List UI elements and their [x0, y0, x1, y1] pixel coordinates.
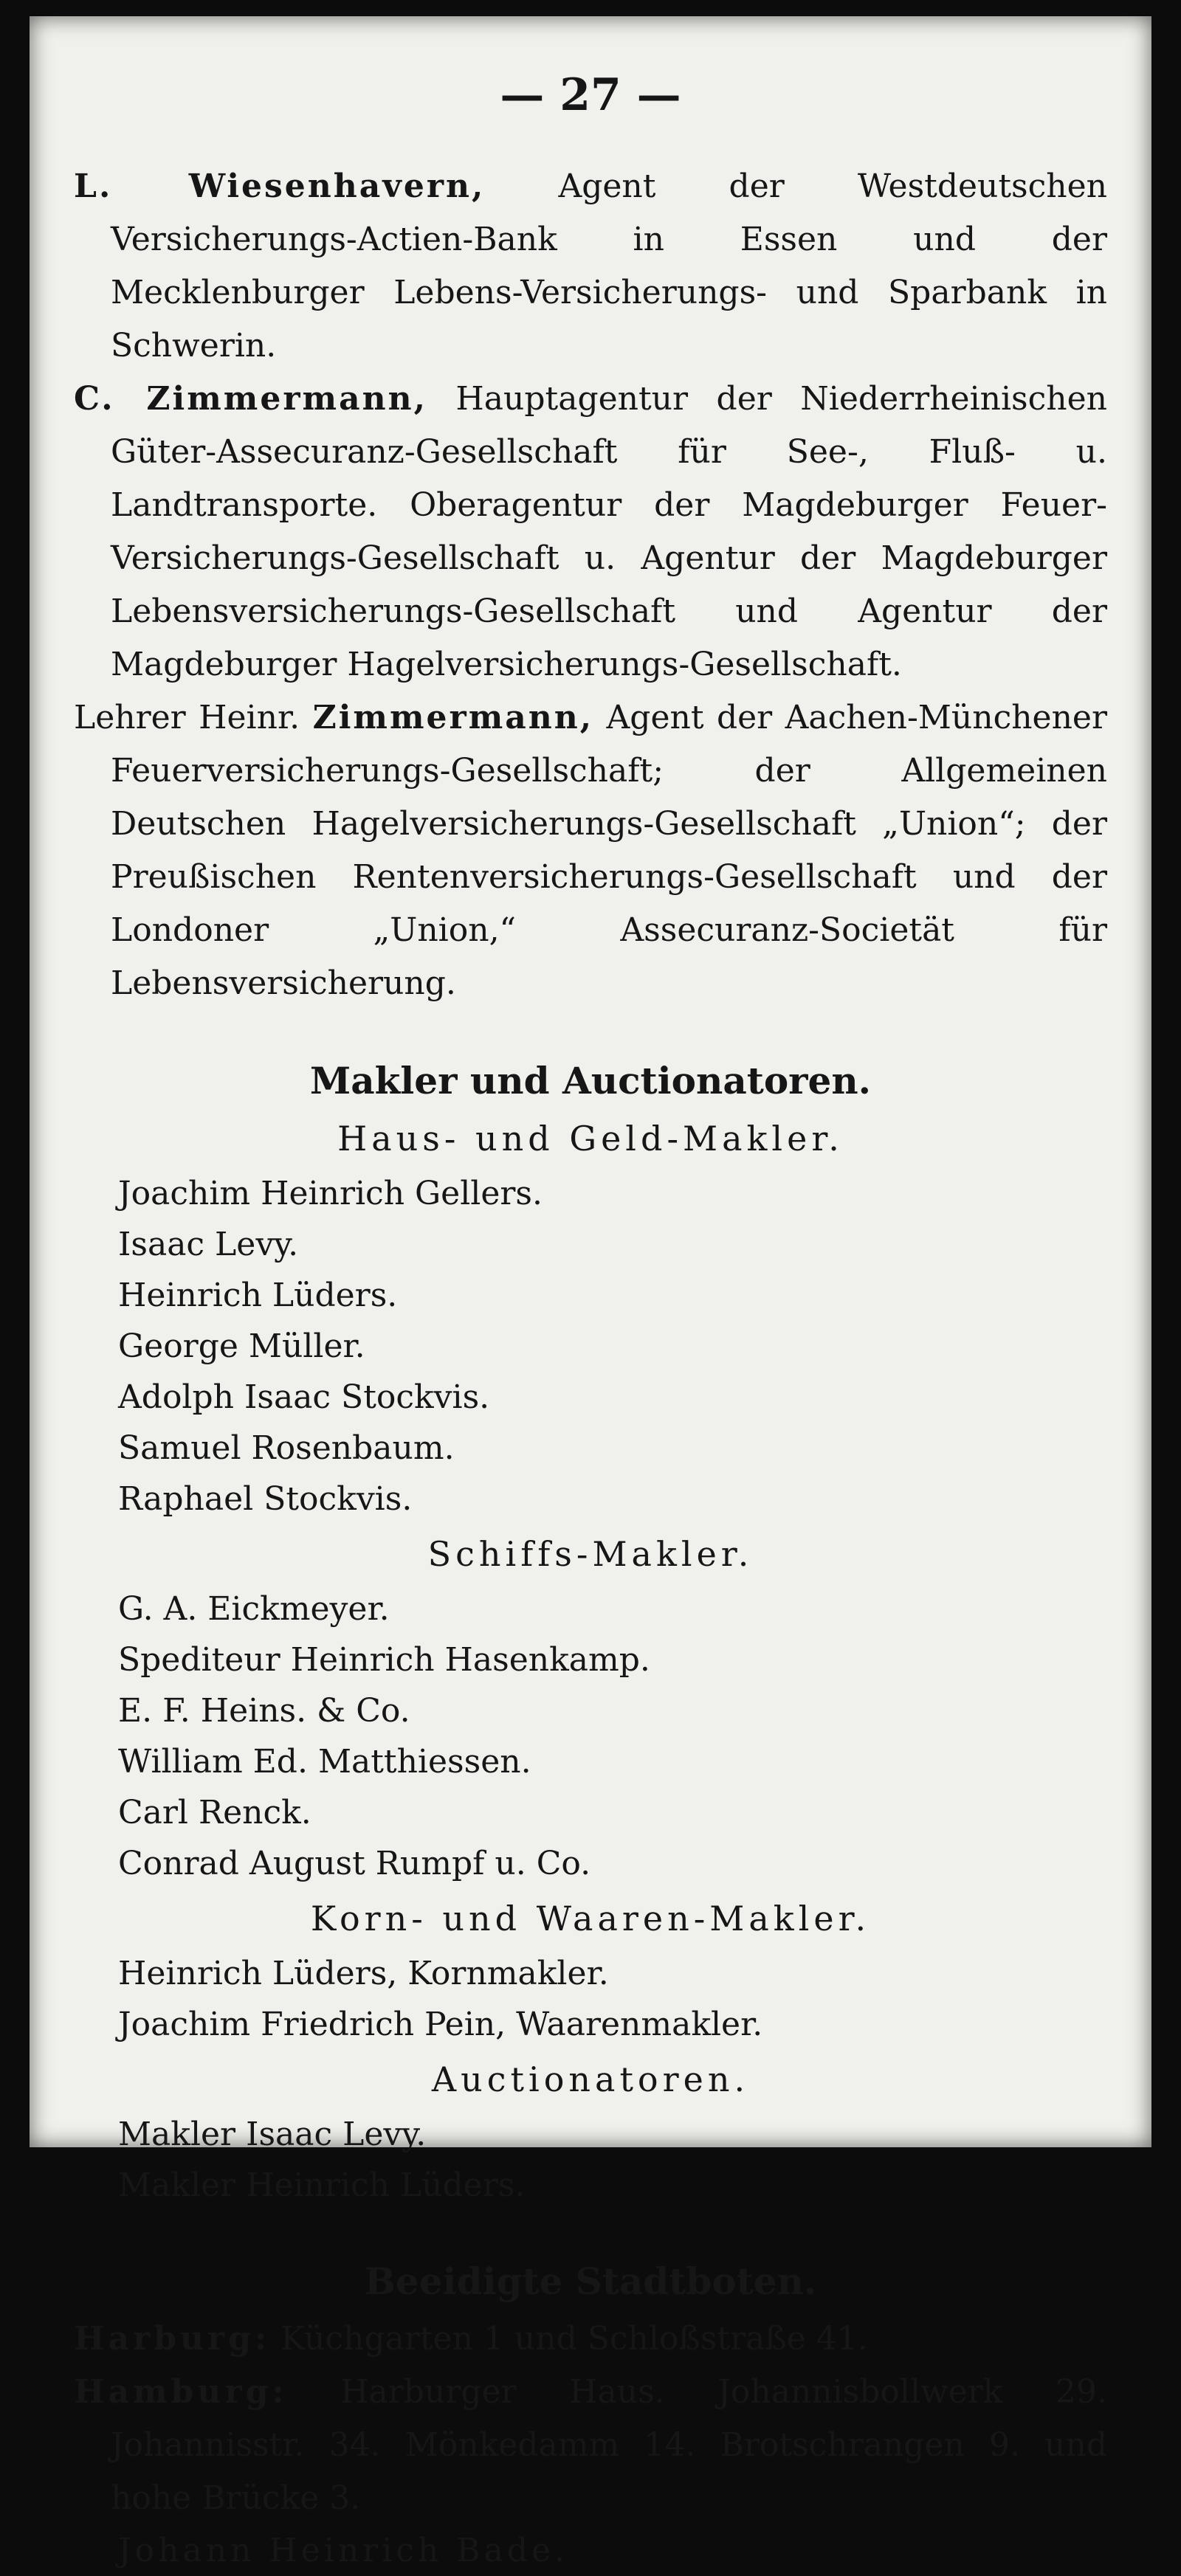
list-item: Joachim Friedrich Pein, Waarenmakler.	[118, 2006, 763, 2043]
list-item: William Ed. Matthiessen.	[118, 1743, 531, 1781]
group-title-korn-waaren: Korn- und Waaren-Makler.	[310, 1899, 871, 1938]
page-content	[74, 160, 1107, 2576]
list-item: G. A. Eickmeyer.	[118, 1590, 390, 1628]
list-item: Samuel Rosenbaum.	[118, 1429, 455, 1467]
list-item: Joachim Heinrich Gellers.	[118, 1175, 543, 1212]
agent-text: Agent der Westdeutschen Versicherungs-Actien-Bank in Essen und der Mecklenburger Lebens-Versicherungs- und Sparbank in Schwerin.	[111, 168, 1107, 365]
page-number: — 27 —	[500, 69, 681, 121]
group-title-haus-geld: Haus- und Geld-Makler.	[337, 1119, 844, 1158]
agent-name: L. Wiesenhavern,	[74, 168, 486, 205]
location-entry	[74, 2366, 1107, 2525]
agent-prefix: Lehrer Heinr.	[74, 699, 300, 736]
agent-entry	[74, 160, 1107, 373]
group-title-auctionatoren: Auctionatoren.	[431, 2059, 750, 2099]
stadtboten-heading: Beeidigte Stadtboten.	[364, 2259, 817, 2303]
agent-entry	[74, 691, 1107, 1010]
list-item: Conrad August Rumpf u. Co.	[118, 1845, 591, 1882]
list-item: Raphael Stockvis.	[118, 1480, 413, 1518]
list-item: Makler Isaac Levy.	[118, 2116, 427, 2153]
list-item: Carl Renck.	[118, 1794, 311, 1831]
list-item: Isaac Levy.	[118, 1226, 299, 1263]
group-title-schiffs: Schiffs-Makler.	[427, 1534, 754, 1574]
agent-text: Agent der Aachen-Münchener Feuerversicherungs-Gesellschaft; der Allgemeinen Deutschen Hagelversicherungs-Gesellschaft „Union“; der Preußischen Rentenversicherungs-Gesellschaft und der Londoner „Union,“ Assecuranz-Societät für Lebensversicherung.	[111, 699, 1107, 1002]
agent-name: C. Zimmermann,	[74, 380, 427, 418]
list-item: Spediteur Heinrich Hasenkamp.	[118, 1641, 650, 1679]
location-text: Harburger Haus. Johannisbollwerk 29. Johannisstr. 34. Mönkedamm 14. Brotschrangen 9. und hohe Brücke 3.	[111, 2373, 1107, 2517]
list-item: Heinrich Lüders, Kornmakler.	[118, 1955, 609, 1992]
location-name: Hamburg:	[74, 2373, 288, 2411]
list-item: Heinrich Lüders.	[118, 1277, 398, 1314]
location-entry	[74, 2313, 1107, 2366]
list-item: Adolph Isaac Stockvis.	[118, 1378, 490, 1416]
list-item: E. F. Heins. & Co.	[118, 1692, 410, 1730]
list-item: George Müller.	[118, 1327, 365, 1365]
document-page	[30, 16, 1151, 2569]
stadtbote-name: Johann Heinrich Bade.	[118, 2532, 569, 2569]
list-item: Makler Heinrich Lüders.	[118, 2166, 526, 2204]
makler-heading: Makler und Auctionatoren.	[309, 1059, 872, 1102]
agent-entry	[74, 373, 1107, 691]
location-text: Küchgarten 1 und Schloßstraße 41.	[280, 2320, 868, 2358]
agent-name: Zimmermann,	[312, 699, 594, 736]
location-name: Harburg:	[74, 2320, 271, 2358]
agent-text: Hauptagentur der Niederrheinischen Güter-Assecuranz-Gesellschaft für See-, Fluß- u. Landtransporte. Oberagentur der Magdeburger Feuer-Versicherungs-Gesellschaft u. Agentur der Magdeburger Lebensversicherungs-Gesellschaft und Agentur der Magdeburger Hagelversicherungs-Gesellschaft.	[111, 380, 1107, 683]
